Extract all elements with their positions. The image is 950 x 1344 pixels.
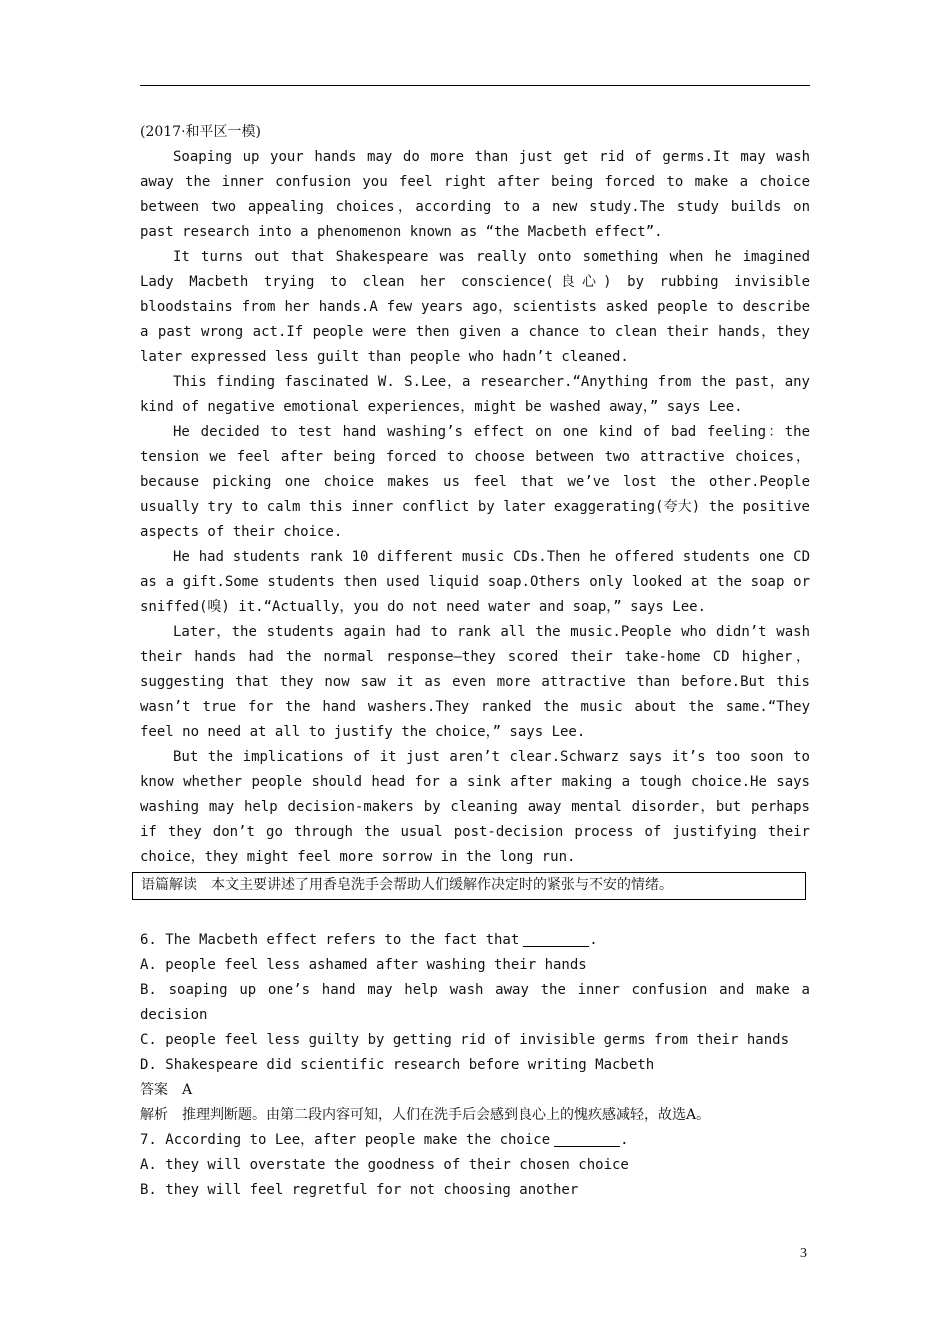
question-7-end: . xyxy=(620,1132,629,1148)
article-body xyxy=(140,120,810,1203)
page-number: 3 xyxy=(800,1246,807,1261)
question-6-end: . xyxy=(589,932,598,948)
question-7-option-a: A. they will overstate the goodness of their chosen choice xyxy=(140,1157,629,1173)
question-6-stem xyxy=(140,928,810,953)
answer-blank xyxy=(523,931,589,947)
answer-blank xyxy=(554,1131,620,1147)
question-7-text: 7. According to Lee，after people make the choice xyxy=(140,1132,551,1148)
spacer xyxy=(140,900,810,928)
question-6-text: 6. The Macbeth effect refers to the fact that xyxy=(140,932,520,948)
question-6-analysis: 解析 推理判断题。由第二段内容可知，人们在洗手后会感到良心上的愧疚感减轻，故选A。 xyxy=(140,1107,711,1123)
question-6-answer: 答案 A xyxy=(140,1082,193,1098)
question-7-option-b: B. they will feel regretful for not choosing another xyxy=(140,1182,579,1198)
question-6-option-b: B. soaping up one’s hand may help wash away the inner confusion and make a decision xyxy=(140,982,810,1023)
paragraph-1: Soaping up your hands may do more than just get rid of germs.It may wash away the inner confusion you feel right after being forced to make a choice between two appealing choices，according to a new study.The study builds on past research into a phenomenon known as “the Macbeth effect”. xyxy=(140,149,810,240)
question-7-stem xyxy=(140,1128,810,1153)
header-rule xyxy=(140,85,810,86)
source-label: (2017·和平区一模) xyxy=(140,124,262,140)
summary-box: 语篇解读 本文主要讲述了用香皂洗手会帮助人们缓解作决定时的紧张与不安的情绪。 xyxy=(132,872,806,900)
paragraph-3: This finding fascinated W. S.Lee，a researcher.“Anything from the past，any kind of negative emotional experiences，might be washed away，” says Lee. xyxy=(140,374,810,415)
question-6-option-c: C. people feel less guilty by getting rid of invisible germs from their hands xyxy=(140,1032,790,1048)
paragraph-2: It turns out that Shakespeare was really onto something when he imagined Lady Macbeth trying to clean her conscience(良心) by rubbing invisible bloodstains from her hands.A few years ago，scientists asked people to describe a past wrong act.If people were then given a chance to clean their hands，they later expressed less guilt than people who hadn’t cleaned. xyxy=(140,249,810,365)
question-6-option-d: D. Shakespeare did scientific research before writing Macbeth xyxy=(140,1057,655,1073)
paragraph-5: He had students rank 10 different music CDs.Then he offered students one CD as a gift.Some students then used liquid soap.Others only looked at the soap or sniffed(嗅) it.“Actually，you do not need water and soap，” says Lee. xyxy=(140,549,810,615)
question-6-option-a: A. people feel less ashamed after washing their hands xyxy=(140,957,587,973)
paragraph-7: But the implications of it just aren’t clear.Schwarz says it’s too soon to know whether people should head for a sink after making a tough choice.He says washing may help decision-makers by cleaning away mental disorder，but perhaps if they don’t go through the usual post-decision process of justifying their choice，they might feel more sorrow in the long run. xyxy=(140,749,810,865)
paragraph-6: Later，the students again had to rank all the music.People who didn’t wash their hands had the normal response—they scored their take-home CD higher，suggesting that they now saw it as even more attractive than before.But this wasn’t true for the hand washers.They ranked the music about the same.“They feel no need at all to justify the choice，” says Lee. xyxy=(140,624,810,740)
paragraph-4: He decided to test hand washing’s effect on one kind of bad feeling：the tension we feel after being forced to choose between two attractive choices，because picking one choice makes us feel that we’ve lost the other.People usually try to calm this inner conflict by later exaggerating(夸大) the positive aspects of their choice. xyxy=(140,424,810,540)
